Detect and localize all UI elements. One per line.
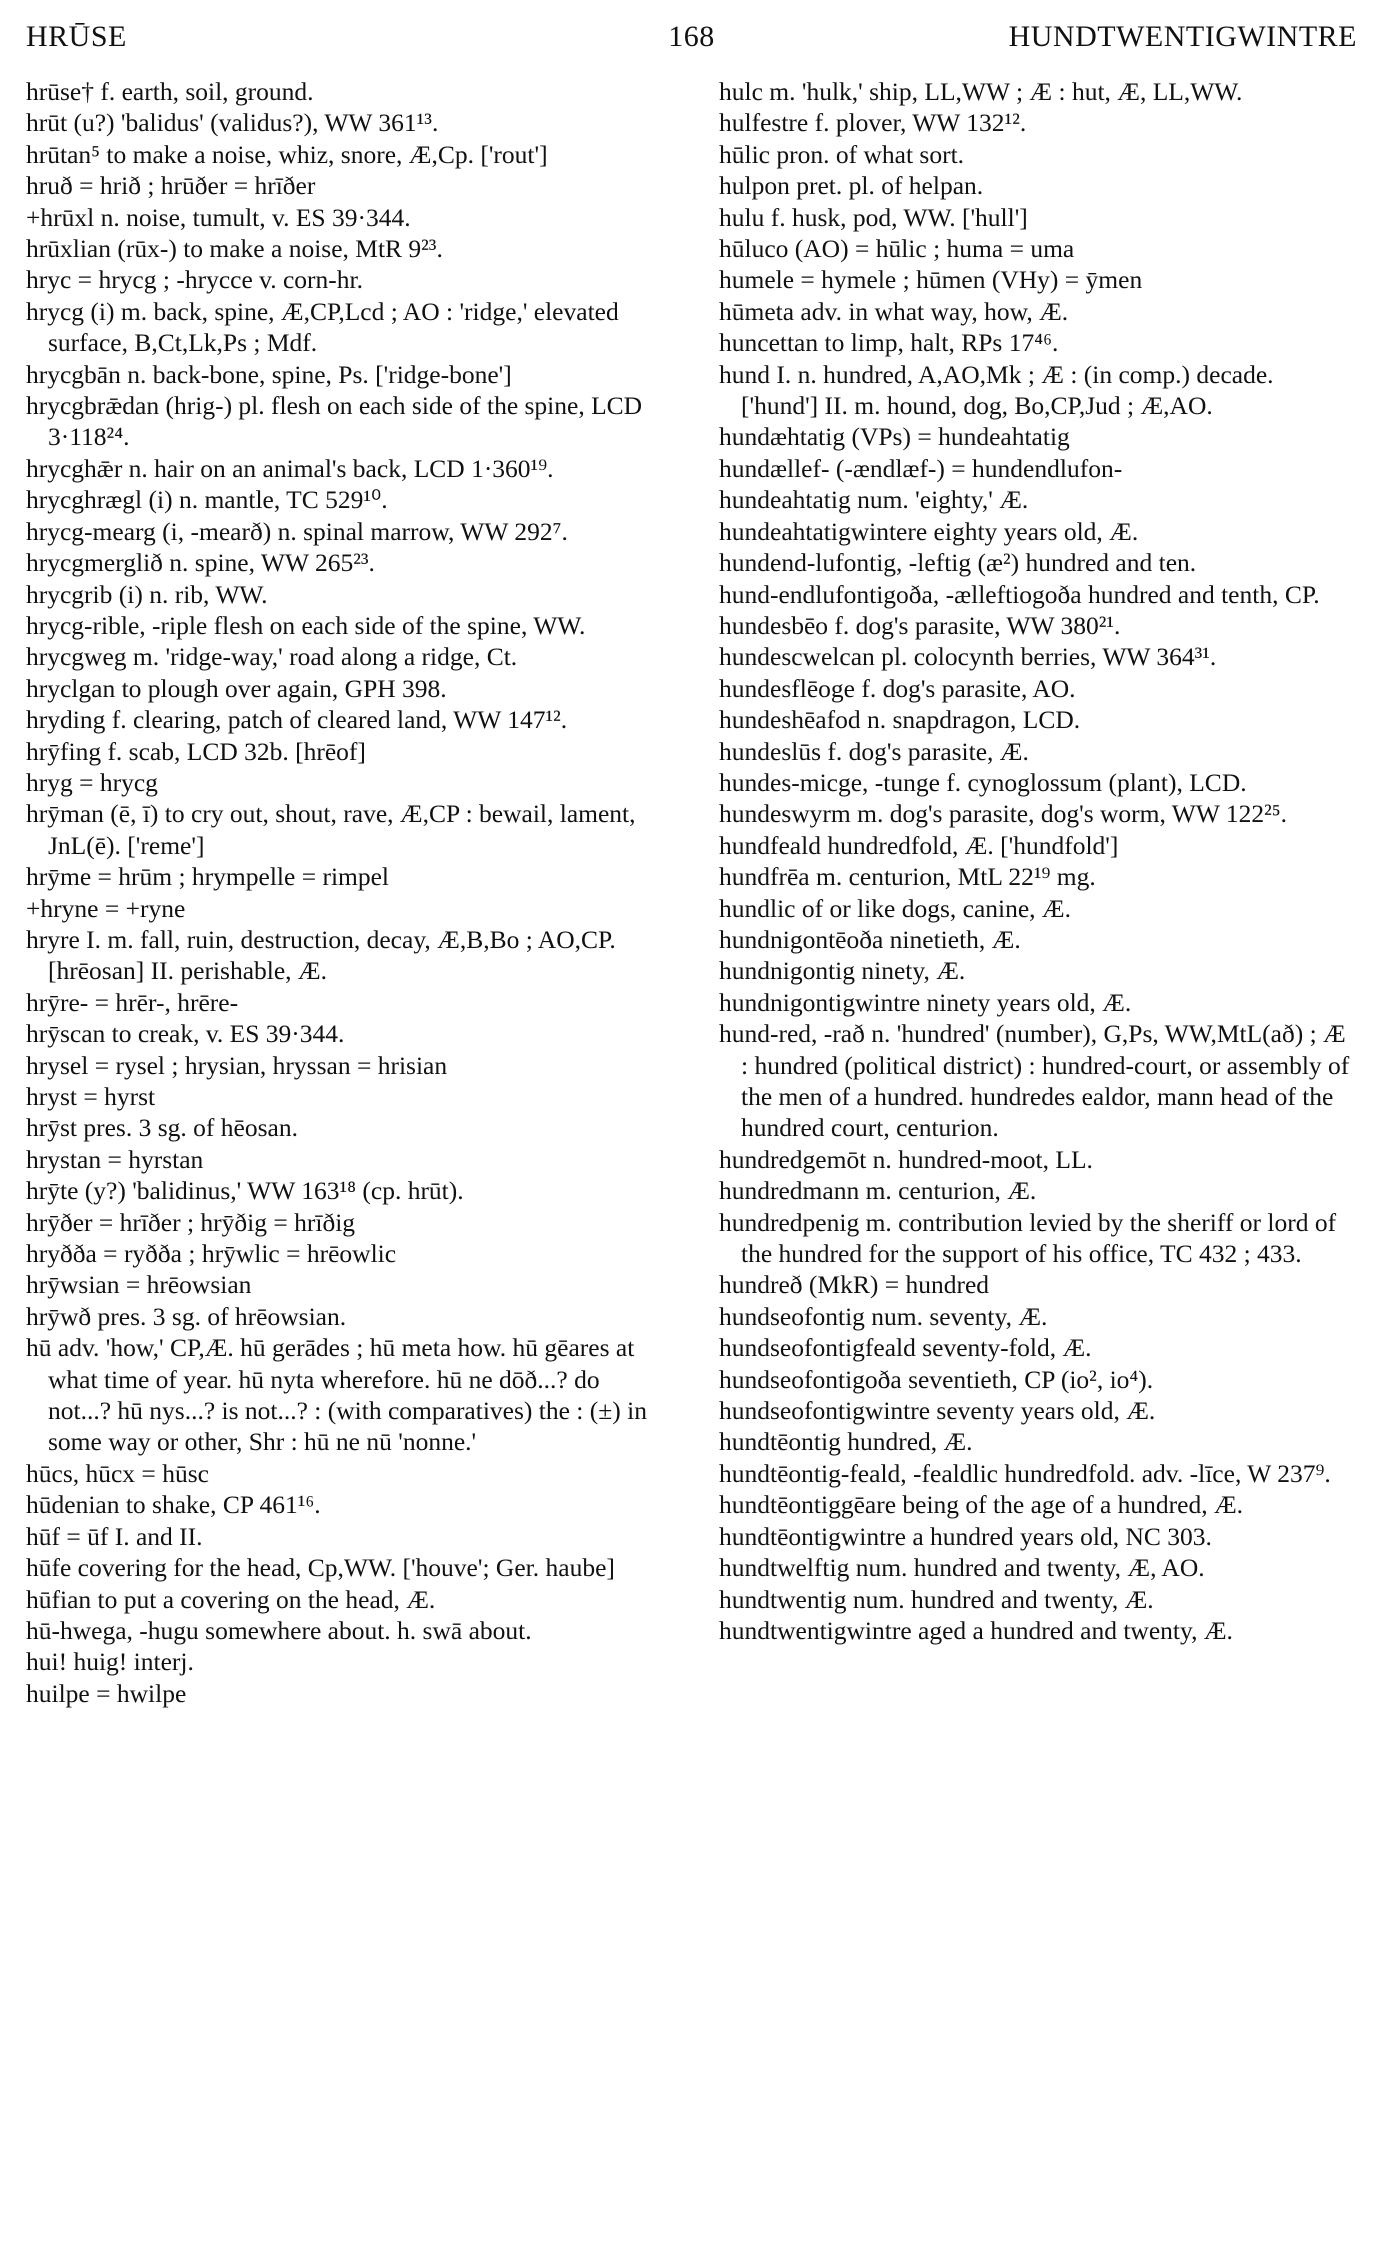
dictionary-entry: huilpe = hwilpe — [26, 1678, 187, 1708]
dictionary-entry: hulc m. 'hulk,' ship, LL,WW ; Æ : hut, Æ, LL,WW. — [719, 77, 1243, 106]
dictionary-entry: hū-hwega, -hugu somewhere about. h. swā about. — [26, 1615, 532, 1645]
dictionary-entry: hundredgemōt n. hundred-moot, LL. — [719, 1144, 1093, 1174]
page-number: 168 — [668, 20, 715, 53]
dictionary-entry: hrūse† f. earth, soil, ground. — [26, 77, 314, 106]
dictionary-entry: hundesbēo f. dog's parasite, WW 380²¹. — [719, 610, 1121, 640]
dictionary-entry: hundseofontig num. seventy, Æ. — [719, 1301, 1048, 1331]
dictionary-entry: huncettan to limp, halt, RPs 17⁴⁶. — [719, 328, 1059, 358]
page-header — [26, 14, 1357, 60]
dictionary-entry: hrȳte (y?) 'balidinus,' WW 163¹⁸ (cp. hrūt). — [26, 1176, 464, 1206]
dictionary-entry: hrycgrib (i) n. rib, WW. — [26, 579, 268, 609]
dictionary-entry: hundtwentigwintre aged a hundred and twenty, Æ. — [719, 1615, 1233, 1645]
dictionary-entry: hrycghrægl (i) n. mantle, TC 529¹⁰. — [26, 485, 388, 515]
dictionary-entry: hrȳst pres. 3 sg. of hēosan. — [26, 1113, 298, 1143]
dictionary-entry: hrycghǣr n. hair on an animal's back, LCD 1·360¹⁹. — [26, 453, 554, 483]
dictionary-entry: hrȳscan to creak, v. ES 39·344. — [26, 1019, 345, 1049]
dictionary-entry: hryðða = ryðða ; hrȳwlic = hrēowlic — [26, 1239, 397, 1269]
dictionary-entry: hundlic of or like dogs, canine, Æ. — [719, 893, 1071, 923]
dictionary-entry: hrȳðer = hrīðer ; hrȳðig = hrīðig — [26, 1207, 356, 1237]
dictionary-entry: hundtwelftig num. hundred and twenty, Æ, AO. — [719, 1553, 1205, 1583]
left-column — [26, 76, 664, 1709]
dictionary-entry: hūdenian to shake, CP 461¹⁶. — [26, 1490, 321, 1520]
dictionary-entry: hryclgan to plough over again, GPH 398. — [26, 673, 447, 703]
dictionary-entry: hund-red, -rað n. 'hundred' (number), G,Ps, WW,MtL(að) ; Æ : hundred (political district) : hundred-court, or assembly of the men of a hundred. hundredes ealdor, mann head of the hundred court, centurion. — [719, 1019, 1350, 1143]
dictionary-entry: hūluco (AO) = hūlic ; huma = uma — [719, 234, 1075, 264]
dictionary-entry: hundæhtatig (VPs) = hundeahtatig — [719, 422, 1070, 452]
entry-columns — [26, 76, 1357, 1709]
dictionary-entry: hrycgbān n. back-bone, spine, Ps. ['ridge-bone'] — [26, 359, 512, 389]
dictionary-entry: hundescwelcan pl. colocynth berries, WW 364³¹. — [719, 642, 1217, 672]
dictionary-entry: hundnigontig ninety, Æ. — [719, 956, 966, 986]
dictionary-entry: hrycg-rible, -riple flesh on each side of the spine, WW. — [26, 610, 586, 640]
dictionary-entry: hundtēontig-feald, -fealdlic hundredfold. adv. -līce, W 237⁹. — [719, 1458, 1331, 1488]
dictionary-entry: hūlic pron. of what sort. — [719, 139, 965, 169]
dictionary-entry: hrȳwsian = hrēowsian — [26, 1270, 252, 1300]
dictionary-entry: hūfe covering for the head, Cp,WW. ['houve'; Ger. haube] — [26, 1553, 615, 1583]
dictionary-entry: hundredpenig m. contribution levied by the sheriff or lord of the hundred for the support of his office, TC 432 ; 433. — [719, 1207, 1337, 1269]
dictionary-entry: hrȳre- = hrēr-, hrēre- — [26, 987, 239, 1017]
dictionary-entry: hundreð (MkR) = hundred — [719, 1270, 990, 1300]
dictionary-entry: hundeslūs f. dog's parasite, Æ. — [719, 736, 1029, 766]
dictionary-entry: hryre I. m. fall, ruin, destruction, decay, Æ,B,Bo ; AO,CP. [hrēosan] II. perishable, Æ. — [26, 924, 616, 986]
dictionary-entry: hui! huig! interj. — [26, 1647, 194, 1677]
dictionary-entry: hrȳwð pres. 3 sg. of hrēowsian. — [26, 1301, 347, 1331]
dictionary-entry: hryc = hrycg ; -hrycce v. corn-hr. — [26, 265, 364, 295]
running-head-left: HRŪSE — [26, 20, 127, 53]
dictionary-entry: hund-endlufontigoða, -ælleftiogoða hundred and tenth, CP. — [719, 579, 1320, 609]
dictionary-entry: hundeshēafod n. snapdragon, LCD. — [719, 705, 1081, 735]
dictionary-entry: hrycgweg m. 'ridge-way,' road along a ridge, Ct. — [26, 642, 518, 672]
dictionary-entry: hūmeta adv. in what way, how, Æ. — [719, 296, 1069, 326]
dictionary-entry: hundeswyrm m. dog's parasite, dog's worm, WW 122²⁵. — [719, 799, 1288, 829]
dictionary-entry: hū adv. 'how,' CP,Æ. hū gerādes ; hū meta how. hū gēares at what time of year. hū nyta wherefore. hū ne dōð...? do not...? hū nys...? is not...? : (with comparatives) the : (±) in some way or other, Shr : hū ne nū 'nonne.' — [26, 1333, 647, 1457]
dictionary-entry: hundeahtatig num. 'eighty,' Æ. — [719, 485, 1029, 515]
dictionary-entry: hundtēontiggēare being of the age of a hundred, Æ. — [719, 1490, 1243, 1520]
dictionary-entry: hrūxlian (rūx-) to make a noise, MtR 9²³. — [26, 234, 443, 264]
dictionary-entry: hrycg-mearg (i, -mearð) n. spinal marrow, WW 292⁷. — [26, 516, 568, 546]
dictionary-entry: hundend-lufontig, -leftig (æ²) hundred and ten. — [719, 548, 1197, 578]
dictionary-entry: hūf = ūf I. and II. — [26, 1521, 203, 1551]
dictionary-entry: hundeahtatigwintere eighty years old, Æ. — [719, 516, 1139, 546]
dictionary-entry: hrycg (i) m. back, spine, Æ,CP,Lcd ; AO : 'ridge,' elevated surface, B,Ct,Lk,Ps ; Mdf. — [26, 296, 619, 358]
dictionary-entry: hundtēontigwintre a hundred years old, NC 303. — [719, 1521, 1212, 1551]
dictionary-entry: hrysel = rysel ; hrysian, hryssan = hrisian — [26, 1050, 448, 1080]
dictionary-entry: +hrūxl n. noise, tumult, v. ES 39·344. — [26, 202, 411, 232]
dictionary-entry: hundseofontigwintre seventy years old, Æ. — [719, 1396, 1156, 1426]
dictionary-entry: hundesflēoge f. dog's parasite, AO. — [719, 673, 1076, 703]
dictionary-entry: hundseofontigoða seventieth, CP (io², io⁴). — [719, 1364, 1154, 1394]
dictionary-entry: hruð = hrið ; hrūðer = hrīðer — [26, 171, 316, 201]
dictionary-entry: hundseofontigfeald seventy-fold, Æ. — [719, 1333, 1092, 1363]
dictionary-entry: hundnigontigwintre ninety years old, Æ. — [719, 987, 1132, 1017]
dictionary-entry: hundfeald hundredfold, Æ. ['hundfold'] — [719, 830, 1119, 860]
dictionary-entry: hulu f. husk, pod, WW. ['hull'] — [719, 202, 1028, 232]
dictionary-entry: hrycgbrǣdan (hrig-) pl. flesh on each side of the spine, LCD 3·118²⁴. — [26, 391, 643, 452]
dictionary-entry: hundnigontēoða ninetieth, Æ. — [719, 924, 1021, 954]
dictionary-entry: hryg = hrycg — [26, 767, 158, 797]
dictionary-entry: hūfian to put a covering on the head, Æ. — [26, 1584, 436, 1614]
dictionary-entry: hulfestre f. plover, WW 132¹². — [719, 108, 1027, 138]
dictionary-entry: hrūt (u?) 'balidus' (validus?), WW 361¹³. — [26, 108, 439, 138]
dictionary-entry: hūcs, hūcx = hūsc — [26, 1458, 209, 1488]
dictionary-entry: hund I. n. hundred, A,AO,Mk ; Æ : (in comp.) decade. ['hund'] II. m. hound, dog, Bo,CP,Jud ; Æ,AO. — [719, 359, 1274, 421]
dictionary-entry: hundfrēa m. centurion, MtL 22¹⁹ mg. — [719, 862, 1096, 892]
right-column — [719, 76, 1357, 1709]
running-head-right: HUNDTWENTIGWINTRE — [1008, 20, 1357, 53]
dictionary-entry: hryst = hyrst — [26, 1082, 156, 1111]
dictionary-entry: hrȳman (ē, ī) to cry out, shout, rave, Æ,CP : bewail, lament, JnL(ē). ['reme'] — [26, 799, 636, 860]
dictionary-entry: hundtēontig hundred, Æ. — [719, 1427, 973, 1457]
dictionary-entry: hrycgmerglið n. spine, WW 265²³. — [26, 548, 375, 578]
dictionary-entry: +hryne = +ryne — [26, 893, 186, 923]
dictionary-entry: hrȳfing f. scab, LCD 32b. [hrēof] — [26, 736, 366, 766]
dictionary-entry: hryding f. clearing, patch of cleared land, WW 147¹². — [26, 705, 568, 735]
dictionary-entry: hundes-micge, -tunge f. cynoglossum (plant), LCD. — [719, 767, 1247, 797]
dictionary-entry: humele = hymele ; hūmen (VHy) = ȳmen — [719, 265, 1143, 295]
dictionary-entry: hulpon pret. pl. of helpan. — [719, 171, 984, 201]
dictionary-entry: hundællef- (-ændlæf-) = hundendlufon- — [719, 453, 1123, 483]
dictionary-entry: hrȳme = hrūm ; hrympelle = rimpel — [26, 862, 390, 892]
dictionary-entry: hundredmann m. centurion, Æ. — [719, 1176, 1037, 1206]
dictionary-entry: hundtwentig num. hundred and twenty, Æ. — [719, 1584, 1154, 1614]
dictionary-entry: hrūtan⁵ to make a noise, whiz, snore, Æ,Cp. ['rout'] — [26, 139, 548, 169]
dictionary-entry: hrystan = hyrstan — [26, 1144, 204, 1174]
